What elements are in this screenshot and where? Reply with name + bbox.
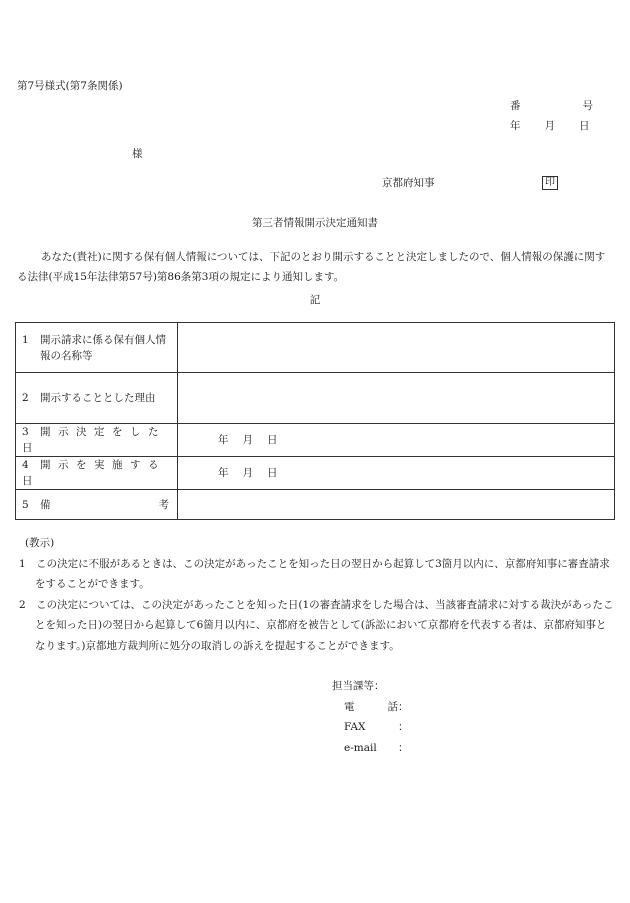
body-paragraph xyxy=(17,247,615,287)
colon: ： xyxy=(398,741,409,754)
row-label-text: 開示請求に係る保有個人情報の名称等 xyxy=(40,333,166,362)
value-day: 日 xyxy=(267,466,278,479)
notice-heading: (教示) xyxy=(25,537,55,549)
row-label xyxy=(16,457,178,490)
document-title: 第三者情報開示決定通知書 xyxy=(252,217,378,229)
form-number: 第7号様式(第7条関係) xyxy=(17,80,123,92)
seal-mark: 印 xyxy=(542,176,558,190)
value-day: 日 xyxy=(267,433,278,446)
table-row xyxy=(16,424,615,457)
fax-label: FAX xyxy=(344,721,366,733)
row-value xyxy=(178,323,615,373)
row-label xyxy=(16,424,178,457)
phone-label: 電話 xyxy=(344,700,398,713)
row-label-text: 備 xyxy=(40,498,51,511)
contact-fax-row xyxy=(332,717,409,738)
value-year: 年 xyxy=(218,433,229,446)
contact-block xyxy=(332,676,409,758)
table-row xyxy=(16,373,615,424)
value-year: 年 xyxy=(218,466,229,479)
issuer-name: 京都府知事 xyxy=(382,177,435,189)
table-row xyxy=(16,457,615,490)
colon: ： xyxy=(398,700,409,713)
contact-email-row xyxy=(332,738,409,759)
notice-item: 1 この決定に不服があるときは、この決定があったことを知った日の翌日から起算して3箇月以内に、京都府知事に審査請求をすることができます。 xyxy=(19,557,610,590)
ki-heading: 記 xyxy=(309,294,321,306)
body-text: あなた(貴社)に関する保有個人情報については、下記のとおり開示することと決定しましたので、個人情報の保護に関する法律(平成15年法律第57号)第86条第3項の規定により通知します。 xyxy=(17,251,606,283)
date-year: 年 xyxy=(510,120,521,132)
notice-section xyxy=(17,533,615,656)
row-number: 4 xyxy=(22,459,29,471)
row-label-text: 開示することとした理由 xyxy=(40,392,156,404)
notice-item: 2 この決定については、この決定があったことを知った日(1の審査請求をした場合は、当該審査請求に対する裁決があったことを知った日)の翌日から起算して6箇月以内に、京都府を被告として(訴訟において京都府を代表する者は、京都府知事となります。)京都地方裁判所に処分の取消しの訴えを提起することができます。 xyxy=(19,598,614,652)
number-suffix: 号 xyxy=(582,100,593,112)
email-label: e-mail xyxy=(344,741,377,754)
row-label xyxy=(16,373,178,424)
table-row xyxy=(16,490,615,520)
contact-phone-row xyxy=(332,697,409,718)
table-row xyxy=(16,323,615,373)
issue-date-line xyxy=(510,121,590,132)
disclosure-table xyxy=(15,322,615,520)
row-label xyxy=(16,490,178,520)
addressee-suffix: 様 xyxy=(132,148,143,160)
row-label-text: 開示を実施する日 xyxy=(22,459,166,487)
number-label: 番 xyxy=(510,100,521,112)
contact-section-label: 担当課等： xyxy=(332,680,385,692)
row-label-text-end: 考 xyxy=(158,498,169,511)
row-number: 2 xyxy=(22,392,29,404)
document-number-line xyxy=(510,101,593,112)
row-value xyxy=(178,490,615,520)
date-day: 日 xyxy=(579,120,590,132)
colon: ： xyxy=(398,721,409,733)
contact-section-row xyxy=(332,676,409,697)
value-month: 月 xyxy=(242,433,253,446)
row-value xyxy=(178,373,615,424)
date-month: 月 xyxy=(544,120,555,132)
row-value xyxy=(178,424,615,457)
row-number: 1 xyxy=(22,333,29,346)
row-label-text: 開示決定をした日 xyxy=(22,426,166,454)
row-number: 3 xyxy=(22,426,29,438)
value-month: 月 xyxy=(242,466,253,479)
row-value xyxy=(178,457,615,490)
row-number: 5 xyxy=(22,498,29,511)
row-label xyxy=(16,323,178,373)
